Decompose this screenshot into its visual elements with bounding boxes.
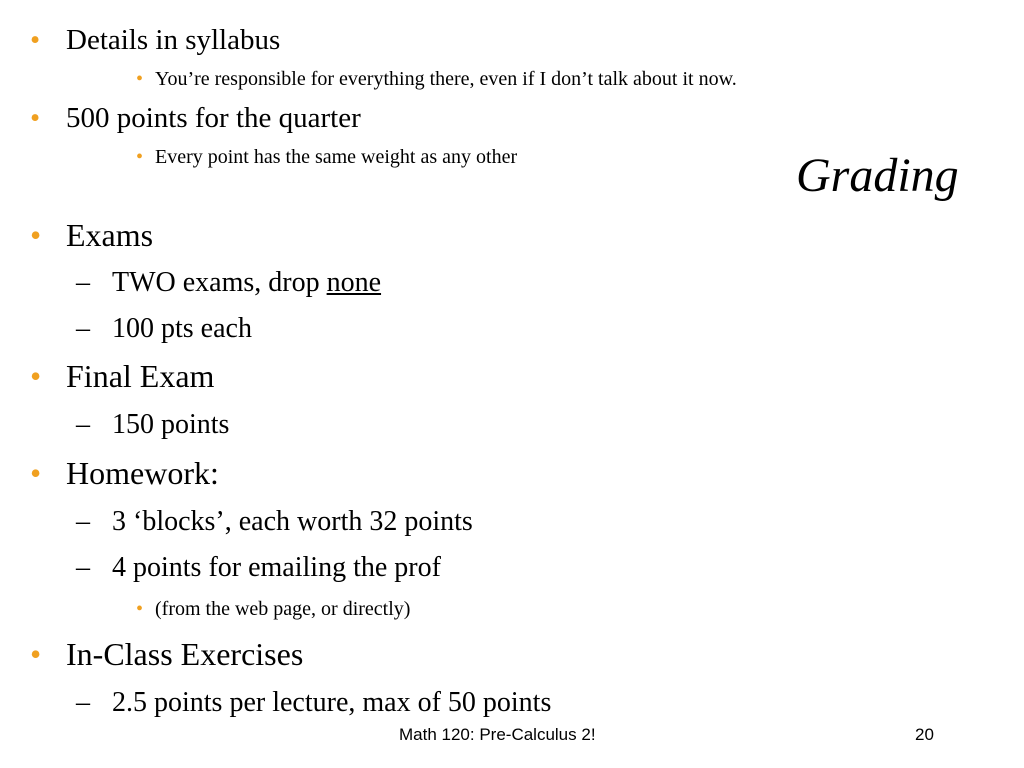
bullet-icon: • bbox=[30, 636, 42, 672]
bullet-icon: • bbox=[30, 358, 42, 394]
slide-title: Grading bbox=[796, 149, 959, 202]
dash-text-prefix: TWO exams, drop bbox=[112, 267, 327, 298]
dash-text: 3 ‘blocks’, each worth 32 points bbox=[112, 506, 473, 537]
bullet-icon: • bbox=[30, 217, 42, 253]
dash-icon: – bbox=[76, 267, 90, 298]
sub-bullet-text: (from the web page, or directly) bbox=[155, 598, 411, 620]
bullet-text: Final Exam bbox=[66, 358, 215, 394]
sub-bullet-text: You’re responsible for everything there, even if I don’t talk about it now. bbox=[155, 68, 737, 90]
bullet-icon: • bbox=[136, 598, 144, 620]
bullet-icon: • bbox=[30, 24, 41, 56]
dash-text: 100 pts each bbox=[112, 313, 252, 344]
bullet-text: Homework: bbox=[66, 455, 219, 491]
dash-text: 2.5 points per lecture, max of 50 points bbox=[112, 687, 552, 718]
footer-course: Math 120: Pre-Calculus 2! bbox=[399, 725, 596, 744]
dash-text: 150 points bbox=[112, 409, 230, 440]
dash-icon: – bbox=[76, 506, 90, 537]
bullet-text: In-Class Exercises bbox=[66, 636, 304, 672]
dash-text bbox=[112, 267, 381, 299]
dash-icon: – bbox=[76, 409, 90, 440]
dash-text: 4 points for emailing the prof bbox=[112, 552, 441, 583]
bullet-text: Details in syllabus bbox=[66, 24, 281, 56]
bullet-icon: • bbox=[136, 68, 144, 90]
bullet-icon: • bbox=[30, 102, 41, 134]
dash-icon: – bbox=[76, 687, 90, 718]
bullet-text: Exams bbox=[66, 217, 154, 253]
bullet-icon: • bbox=[30, 455, 42, 491]
emphasized-word: none bbox=[326, 267, 382, 298]
bullet-icon: • bbox=[136, 146, 144, 168]
dash-icon: – bbox=[76, 552, 90, 583]
bullet-text: 500 points for the quarter bbox=[66, 102, 361, 134]
dash-icon: – bbox=[76, 313, 90, 344]
sub-bullet-text: Every point has the same weight as any other bbox=[155, 146, 518, 168]
footer-page-number: 20 bbox=[915, 725, 934, 744]
